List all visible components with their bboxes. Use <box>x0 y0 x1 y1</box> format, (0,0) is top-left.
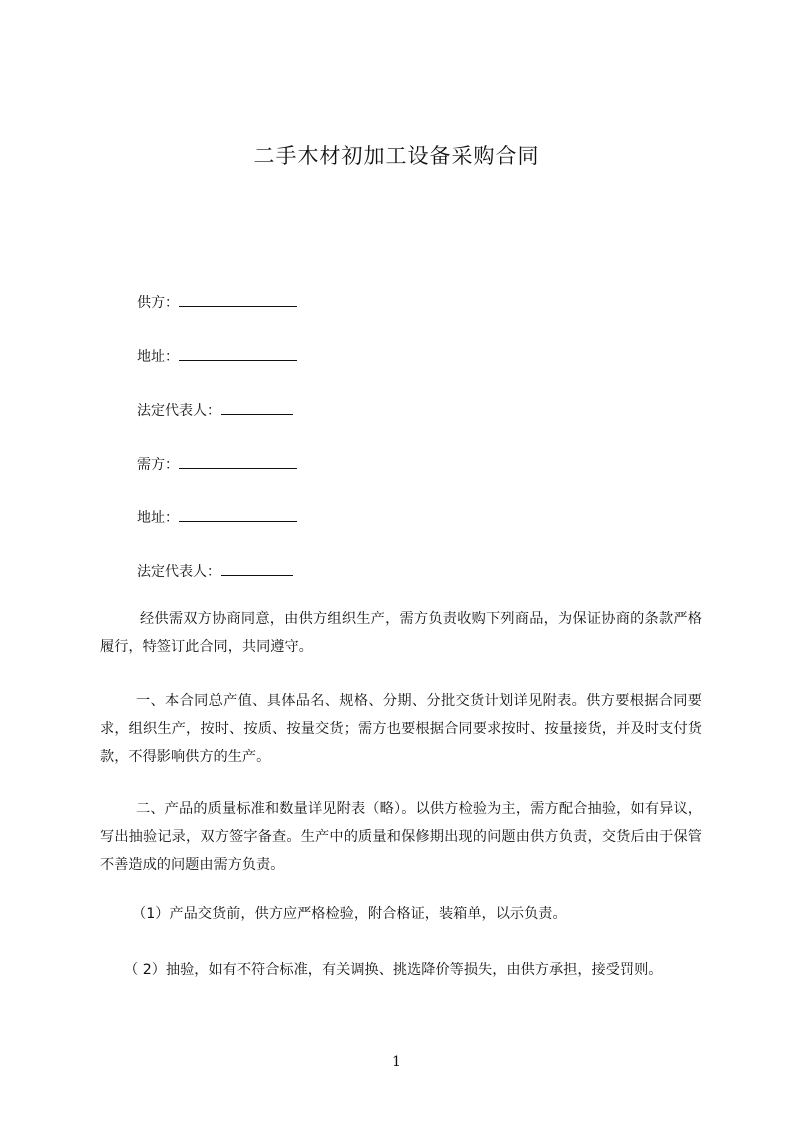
clause-one-paragraph: 一、本合同总产值、具体品名、规格、分期、分批交货计划详见附表。供方要根据合同要求，组织生产，按时、按质、按量交货；需方也要根据合同要求按时、按量接货，并及时支付货款，不得影响供方的生产。 <box>100 693 702 765</box>
supplier-representative-blank <box>221 399 293 415</box>
supplier-representative-label: 法定代表人： <box>137 403 221 419</box>
buyer-representative-field <box>137 560 293 582</box>
buyer-address-field <box>137 506 297 528</box>
supplier-blank <box>179 291 297 307</box>
buyer-field <box>137 453 297 475</box>
page-number: 1 <box>392 1054 401 1070</box>
supplier-representative-field <box>137 399 293 421</box>
supplier-address-label: 地址： <box>137 349 179 365</box>
buyer-label: 需方： <box>137 457 179 473</box>
buyer-address-blank <box>179 506 297 522</box>
buyer-representative-label: 法定代表人： <box>137 564 221 580</box>
supplier-address-field <box>137 345 297 367</box>
clause-two-item-1: （1）产品交货前，供方应严格检验，附合格证，装箱单，以示负责。 <box>132 906 567 922</box>
clause-two-paragraph: 二、产品的质量标准和数量详见附表（略）。以供方检验为主，需方配合抽验，如有异议，写出抽验记录，双方签字备查。生产中的质量和保修期出现的问题由供方负责，交货后由于保管不善造成的问题由需方负责。 <box>100 801 702 873</box>
preamble-paragraph: 经供需双方协商同意，由供方组织生产，需方负责收购下列商品，为保证协商的条款严格履行，特签订此合同，共同遵守。 <box>100 611 702 655</box>
buyer-representative-blank <box>221 560 293 576</box>
buyer-address-label: 地址： <box>137 510 179 526</box>
supplier-address-blank <box>179 345 297 361</box>
supplier-label: 供方： <box>137 295 179 311</box>
buyer-blank <box>179 453 297 469</box>
document-title: 二手木材初加工设备采购合同 <box>253 144 540 168</box>
clause-two-item-2: （ 2）抽验，如有不符合标准，有关调换、挑选降价等损失，由供方承担，接受罚则。 <box>124 962 663 978</box>
supplier-field <box>137 291 297 313</box>
